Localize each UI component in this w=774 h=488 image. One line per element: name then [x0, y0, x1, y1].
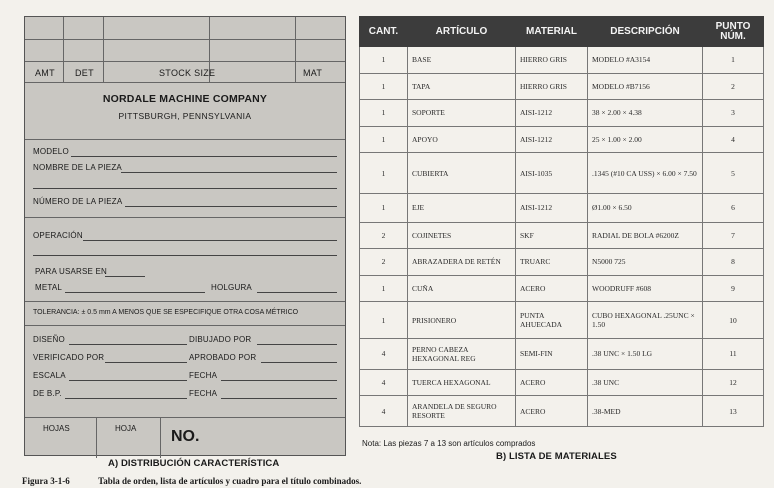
cell-material: SKF	[516, 222, 588, 249]
cell-articulo: SOPORTE	[408, 100, 516, 127]
cell-punto: 4	[703, 126, 764, 153]
table-row	[360, 194, 764, 223]
hojas-label: HOJAS	[43, 424, 70, 433]
cell-material: PUNTA AHUECADA	[516, 302, 588, 339]
table-row	[360, 302, 764, 339]
cell-articulo: PRISIONERO	[408, 302, 516, 339]
table-row	[360, 126, 764, 153]
cell-articulo: CUÑA	[408, 275, 516, 302]
cell-material: ACERO	[516, 275, 588, 302]
cell-cant: 1	[360, 302, 408, 339]
divider	[25, 301, 345, 302]
dibujado-por-label: DIBUJADO POR	[189, 335, 252, 344]
divider	[25, 217, 345, 218]
cell-cant: 2	[360, 222, 408, 249]
cell-material: AISI-1212	[516, 194, 588, 223]
cell-material: SEMI-FIN	[516, 339, 588, 370]
caption-right: B) LISTA DE MATERIALES	[496, 451, 617, 462]
nombre-pieza-line-2	[33, 188, 337, 189]
cell-punto: 7	[703, 222, 764, 249]
modelo-label: MODELO	[33, 147, 69, 156]
operacion-line	[83, 240, 337, 241]
cell-punto: 8	[703, 249, 764, 276]
metal-label: METAL	[35, 283, 63, 292]
para-usarse-line	[105, 276, 145, 277]
cell-articulo: TAPA	[408, 73, 516, 100]
cell-cant: 1	[360, 100, 408, 127]
figure-caption	[22, 476, 361, 486]
bill-of-materials-table	[359, 16, 764, 427]
cell-punto: 11	[703, 339, 764, 370]
para-usarse-label: PARA USARSE EN	[35, 267, 108, 276]
fecha-label-2: FECHA	[189, 389, 218, 398]
company-name: NORDALE MACHINE COMPANY	[102, 93, 268, 105]
cell-cant: 1	[360, 73, 408, 100]
holgura-label: HOLGURA	[211, 283, 252, 292]
mat-label: MAT	[303, 68, 323, 78]
cell-material: AISI-1212	[516, 126, 588, 153]
cell-articulo: APOYO	[408, 126, 516, 153]
cell-punto: 1	[703, 47, 764, 74]
cell-punto: 6	[703, 194, 764, 223]
cell-cant: 1	[360, 153, 408, 194]
table-row	[360, 153, 764, 194]
cell-descripcion: .38 UNC × 1.50 LG	[588, 339, 703, 370]
cell-descripcion: MODELO #A3154	[588, 47, 703, 74]
numero-pieza-label: NÚMERO DE LA PIEZA	[33, 197, 123, 206]
header-punto: PUNTO NÚM.	[703, 17, 764, 47]
header-descripcion: DESCRIPCIÓN	[588, 17, 703, 47]
cell-cant: 2	[360, 249, 408, 276]
cell-cant: 1	[360, 126, 408, 153]
aprobado-por-label: APROBADO POR	[189, 353, 257, 362]
cell-cant: 4	[360, 396, 408, 427]
metal-line	[65, 292, 205, 293]
sheet-row	[25, 417, 345, 457]
cell-articulo: PERNO CABEZA HEXAGONAL REG	[408, 339, 516, 370]
figure-text: Tabla de orden, lista de artículos y cuadro para el título combinados.	[98, 476, 362, 486]
table-row	[360, 249, 764, 276]
cell-descripcion: 38 × 2.00 × 4.38	[588, 100, 703, 127]
cell-punto: 12	[703, 369, 764, 396]
cell-punto: 2	[703, 73, 764, 100]
cell-articulo: TUERCA HEXAGONAL	[408, 369, 516, 396]
cell-material: ACERO	[516, 396, 588, 427]
operacion-line-2	[33, 255, 337, 256]
de-bp-line	[65, 398, 187, 399]
cell-material: HIERRO GRIS	[516, 73, 588, 100]
cell-descripcion: CUBO HEXAGONAL .25UNC × 1.50	[588, 302, 703, 339]
nombre-pieza-line	[121, 172, 337, 173]
diseno-line	[69, 344, 187, 345]
cell-descripcion: 25 × 1.00 × 2.00	[588, 126, 703, 153]
stock-size-label: STOCK SIZE	[159, 68, 216, 78]
cell-punto: 3	[703, 100, 764, 127]
escala-label: ESCALA	[33, 371, 66, 380]
table-row	[360, 100, 764, 127]
fecha-line	[221, 380, 337, 381]
amt-label: AMT	[35, 68, 55, 78]
nombre-pieza-label: NOMBRE DE LA PIEZA	[33, 163, 122, 172]
cell-punto: 10	[703, 302, 764, 339]
cell-cant: 1	[360, 275, 408, 302]
table-row	[360, 222, 764, 249]
aprobado-por-line	[261, 362, 337, 363]
hojas-cell	[25, 418, 97, 458]
cell-articulo: ARANDELA DE SEGURO RESORTE	[408, 396, 516, 427]
header-material: MATERIAL	[516, 17, 588, 47]
cell-cant: 4	[360, 339, 408, 370]
company-city: PITTSBURGH, PENNSYLVANIA	[118, 111, 252, 121]
cell-punto: 13	[703, 396, 764, 427]
table-row	[360, 396, 764, 427]
cell-punto: 5	[703, 153, 764, 194]
table-row	[360, 339, 764, 370]
cell-descripcion: N5000 725	[588, 249, 703, 276]
cell-descripcion: .38 UNC	[588, 369, 703, 396]
cell-descripcion: Ø1.00 × 6.50	[588, 194, 703, 223]
numero-pieza-line	[125, 206, 337, 207]
hoja-label: HOJA	[115, 424, 137, 433]
de-bp-label: DE B.P.	[33, 389, 62, 398]
cell-descripcion: MODELO #B7156	[588, 73, 703, 100]
cell-descripcion: WOODRUFF #608	[588, 275, 703, 302]
cell-cant: 1	[360, 194, 408, 223]
fecha-label: FECHA	[189, 371, 218, 380]
cell-articulo: COJINETES	[408, 222, 516, 249]
cell-material: AISI-1212	[516, 100, 588, 127]
table-row	[360, 73, 764, 100]
title-block	[24, 16, 346, 456]
tolerancia-note: TOLERANCIA: ± 0.5 mm A MENOS QUE SE ESPECIFIQUE OTRA COSA MÉTRICO	[33, 309, 299, 316]
divider	[25, 325, 345, 326]
cell-material: TRUARC	[516, 249, 588, 276]
divider	[25, 139, 345, 140]
diseno-label: DISEÑO	[33, 335, 65, 344]
cell-descripcion: .38-MED	[588, 396, 703, 427]
cell-articulo: EJE	[408, 194, 516, 223]
holgura-line	[257, 292, 337, 293]
table-header-row	[360, 17, 764, 47]
det-label: DET	[75, 68, 94, 78]
figure-label: Figura 3-1-6	[22, 476, 70, 486]
cell-material: AISI-1035	[516, 153, 588, 194]
cell-articulo: BASE	[408, 47, 516, 74]
purchased-parts-note: Nota: Las piezas 7 a 13 son artículos comprados	[362, 439, 536, 448]
cell-cant: 1	[360, 47, 408, 74]
fecha-line-2	[221, 398, 337, 399]
header-cant: CANT.	[360, 17, 408, 47]
verificado-por-label: VERIFICADO POR	[33, 353, 105, 362]
caption-left: A) DISTRIBUCIÓN CARACTERÍSTICA	[108, 458, 280, 469]
stock-labels	[25, 63, 345, 81]
cell-articulo: CUBIERTA	[408, 153, 516, 194]
table-row	[360, 369, 764, 396]
hoja-cell	[97, 418, 161, 458]
cell-descripcion: RADIAL DE BOLA #6200Z	[588, 222, 703, 249]
cell-material: HIERRO GRIS	[516, 47, 588, 74]
modelo-line	[71, 156, 337, 157]
cell-material: ACERO	[516, 369, 588, 396]
table-row	[360, 275, 764, 302]
verificado-por-line	[105, 362, 187, 363]
table-row	[360, 47, 764, 74]
cell-articulo: ABRAZADERA DE RETÉN	[408, 249, 516, 276]
operacion-label: OPERACIÓN	[33, 231, 83, 240]
cell-cant: 4	[360, 369, 408, 396]
dibujado-por-line	[257, 344, 337, 345]
cell-punto: 9	[703, 275, 764, 302]
cell-descripcion: .1345 (#10 CA USS) × 6.00 × 7.50	[588, 153, 703, 194]
header-articulo: ARTÍCULO	[408, 17, 516, 47]
no-label: NO.	[171, 428, 200, 445]
escala-line	[69, 380, 187, 381]
